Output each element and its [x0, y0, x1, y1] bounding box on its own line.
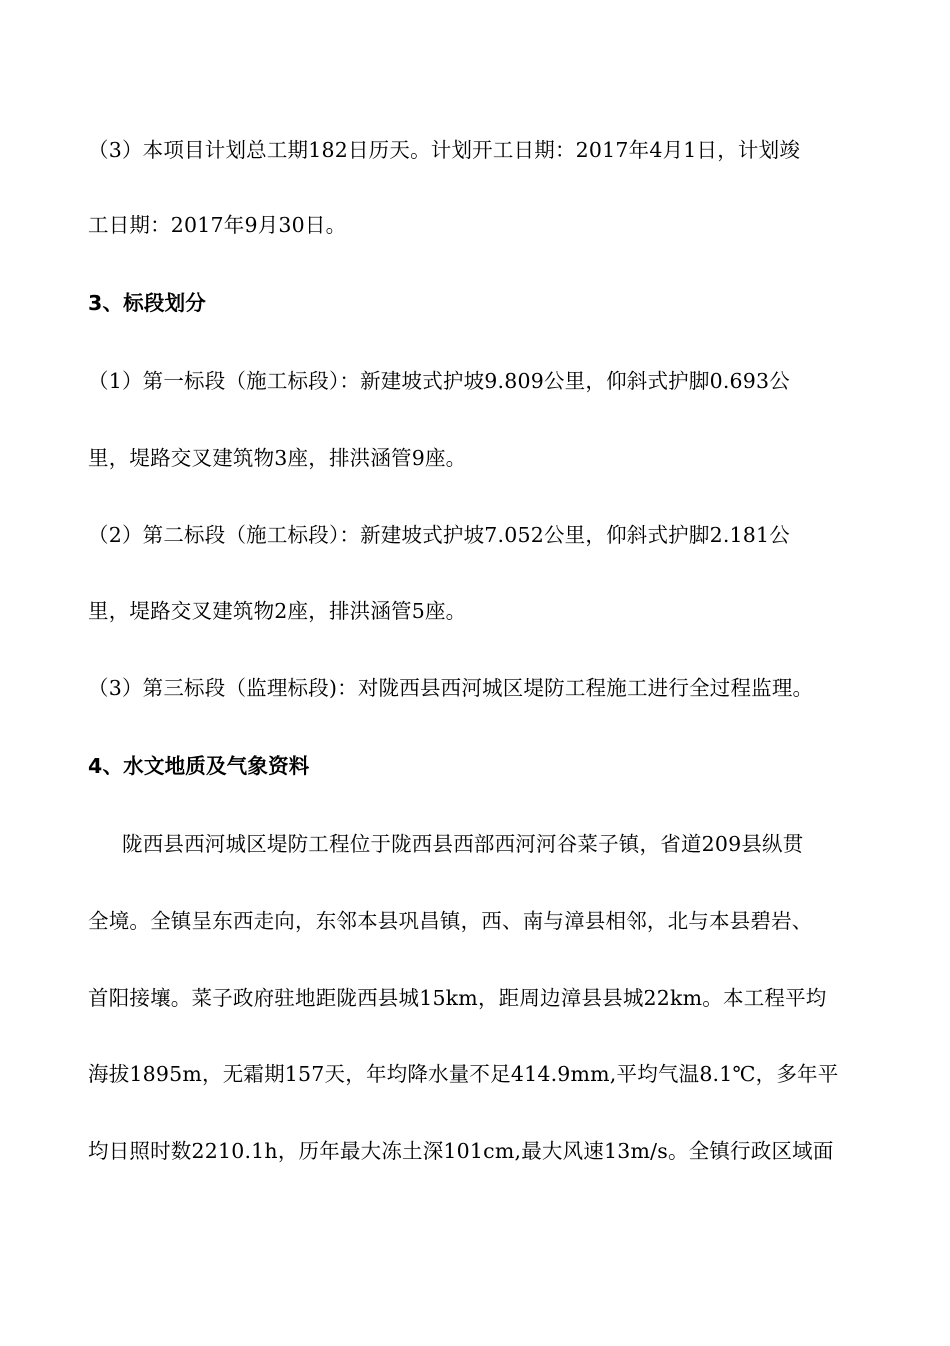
paragraph-line: 里，堤路交叉建筑物3座，排洪涵管9座。	[88, 446, 467, 470]
paragraph-line: （3）第三标段（监理标段)：对陇西县西河城区堤防工程施工进行全过程监理。	[88, 676, 814, 700]
section-heading: 3、标段划分	[88, 291, 206, 315]
paragraph-line: 均日照时数2210.1h，历年最大冻土深101cm,最大风速13m/s。全镇行政区域面	[88, 1139, 834, 1163]
paragraph-line: 海拔1895m，无霜期157天，年均降水量不足414.9mm,平均气温8.1℃，多年平	[88, 1062, 839, 1086]
paragraph-line: 工日期：2017年9月30日。	[88, 213, 347, 237]
paragraph-line: （1）第一标段（施工标段）：新建坡式护坡9.809公里，仰斜式护脚0.693公	[88, 369, 790, 393]
paragraph-line: （2）第二标段（施工标段）：新建坡式护坡7.052公里，仰斜式护脚2.181公	[88, 523, 790, 547]
paragraph-line: 里，堤路交叉建筑物2座，排洪涵管5座。	[88, 599, 467, 623]
paragraph-line: 首阳接壤。菜子政府驻地距陇西县城15km，距周边漳县县城22km。本工程平均	[88, 986, 827, 1010]
paragraph-line: 全境。全镇呈东西走向，东邻本县巩昌镇，西、南与漳县相邻，北与本县碧岩、	[88, 909, 813, 933]
paragraph-line: 陇西县西河城区堤防工程位于陇西县西部西河河谷菜子镇，省道209县纵贯	[122, 832, 804, 856]
paragraph-line: （3）本项目计划总工期182日历天。计划开工日期：2017年4月1日，计划竣	[88, 138, 801, 162]
section-heading: 4、水文地质及气象资料	[88, 754, 310, 778]
